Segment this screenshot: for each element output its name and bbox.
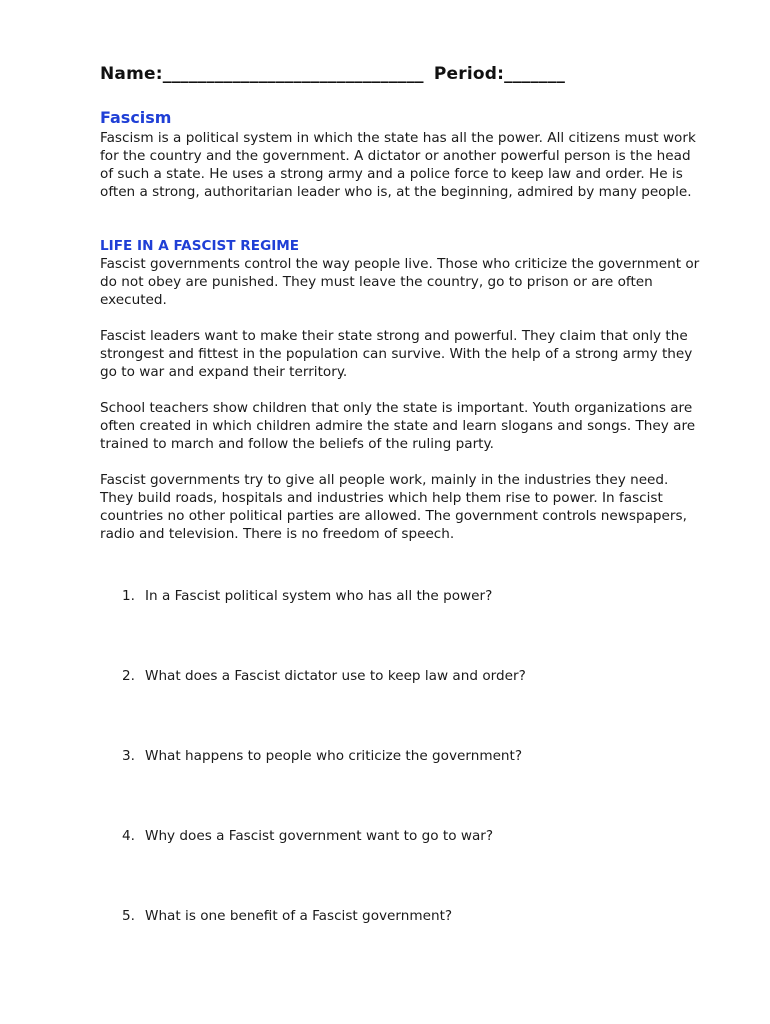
question-list (122, 587, 526, 987)
question-item (122, 827, 526, 907)
question-text: In a Fascist political system who has all the power? (145, 588, 493, 604)
period-blank: _______ (504, 64, 566, 84)
question-number: 4. (122, 828, 135, 844)
question-number: 5. (122, 908, 135, 924)
question-item (122, 587, 526, 667)
period-label: Period: (433, 64, 505, 84)
section-heading: LIFE IN A FASCIST REGIME (100, 238, 300, 254)
name-blank: ______________________________ (162, 64, 424, 84)
question-text: Why does a Fascist government want to go to war? (145, 828, 494, 844)
body-paragraph-3: School teachers show children that only the state is important. Youth organizations are often created in which children admire the state and learn slogans and songs. They are trained to march and follow the beliefs of the ruling party. (100, 400, 696, 452)
question-number: 1. (122, 588, 135, 604)
body-paragraph-4: Fascist governments try to give all people work, mainly in the industries they need. They build roads, hospitals and industries which help them rise to power. In fascist countries no other political parties are allowed. The government controls newspapers, radio and television. There is no freedom of speech. (100, 472, 687, 542)
question-number: 3. (122, 748, 135, 764)
name-label: Name: (100, 64, 163, 84)
body-paragraph-2: Fascist leaders want to make their state strong and powerful. They claim that only the strongest and fittest in the population can survive. With the help of a strong army they go to war and expand their territory. (100, 328, 693, 380)
question-item (122, 667, 526, 747)
question-text: What happens to people who criticize the government? (145, 748, 523, 764)
question-item (122, 747, 526, 827)
question-text: What is one benefit of a Fascist government? (145, 908, 453, 924)
page-title: Fascism (100, 108, 172, 127)
intro-paragraph: Fascism is a political system in which the state has all the power. All citizens must work for the country and the government. A dictator or another powerful person is the head of such a state. He uses a strong army and a police force to keep law and order. He is often a strong, authoritarian leader who is, at the beginning, admired by many people. (100, 130, 696, 200)
question-text: What does a Fascist dictator use to keep law and order? (145, 668, 526, 684)
body-paragraph-1: Fascist governments control the way people live. Those who criticize the government or do not obey are punished. They must leave the country, go to prison or are often executed. (100, 256, 700, 308)
question-item (122, 907, 526, 987)
question-number: 2. (122, 668, 135, 684)
name-period-line (100, 64, 690, 84)
